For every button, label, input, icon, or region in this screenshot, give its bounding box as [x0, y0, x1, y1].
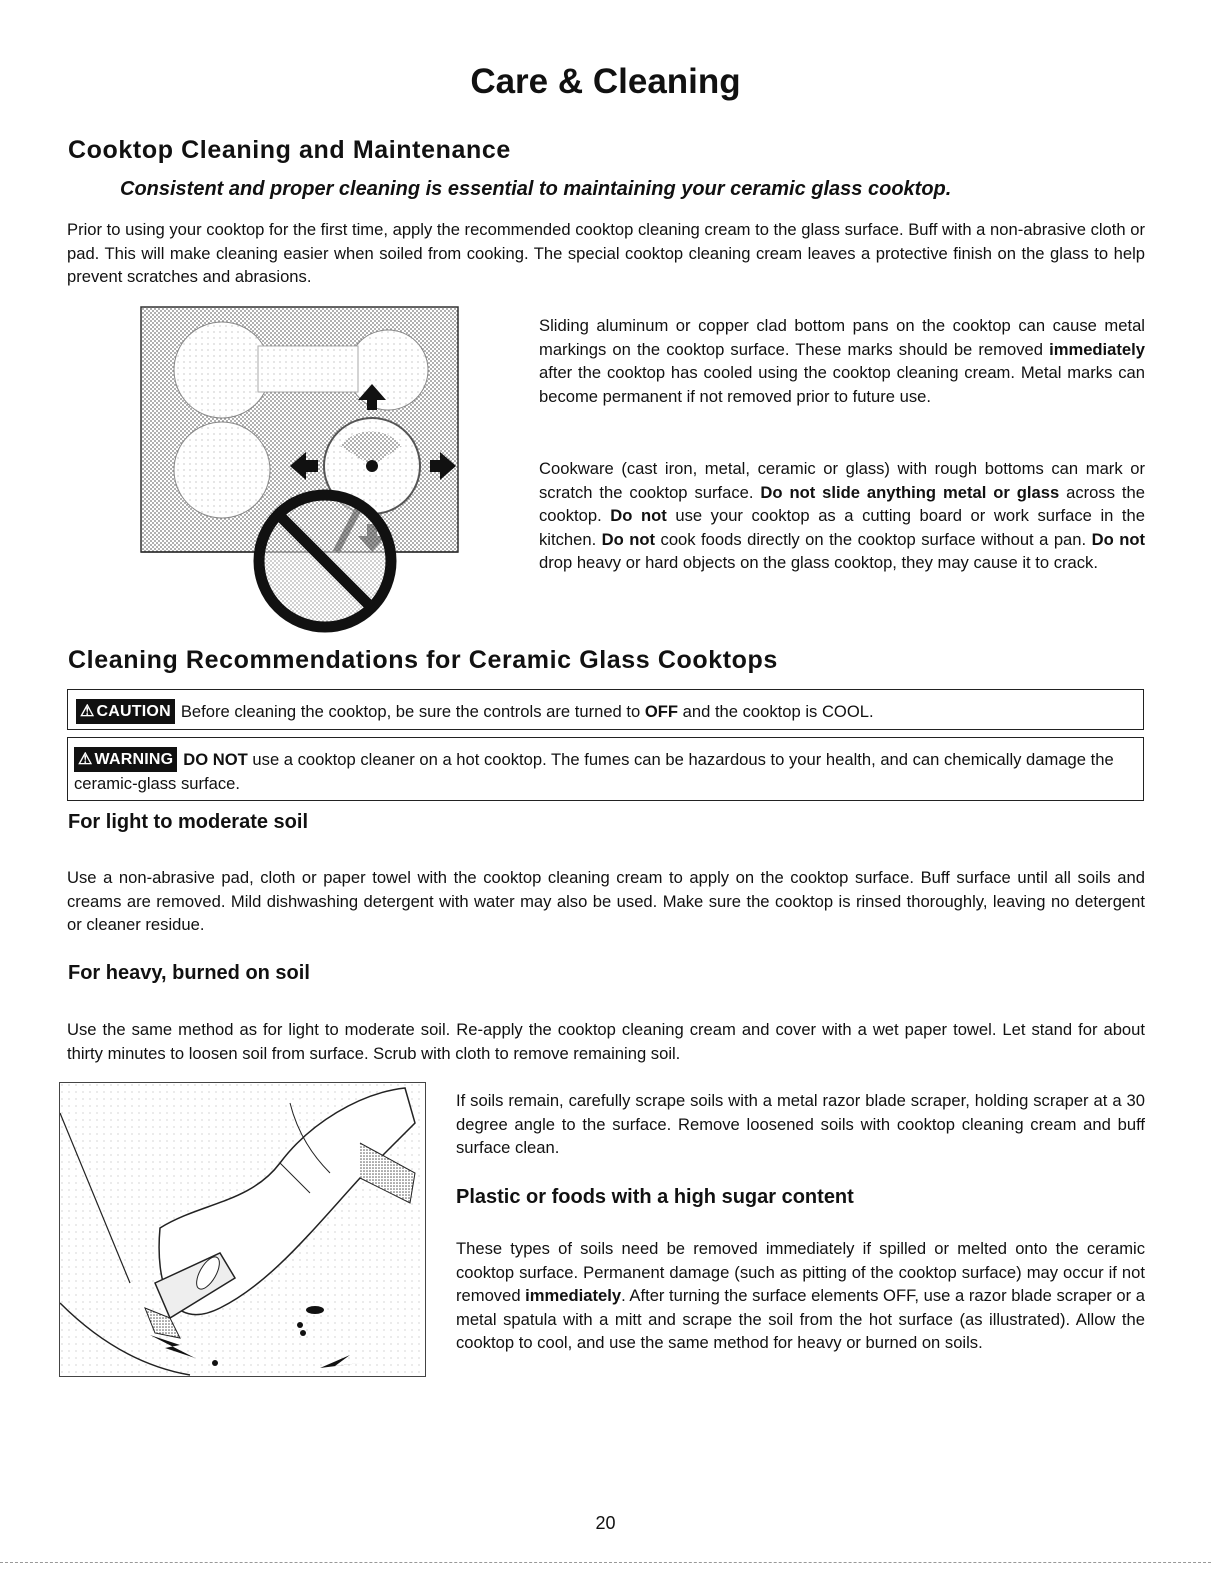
high-sugar-paragraph	[456, 1237, 1145, 1355]
page-title: Care & Cleaning	[470, 62, 741, 101]
heading-light-soil: For light to moderate soil	[68, 811, 309, 833]
section-subtitle: Consistent and proper cleaning is essential to maintaining your ceramic glass cooktop.	[120, 178, 952, 200]
emphasis: Do not	[610, 506, 667, 525]
text: and the cooktop is COOL.	[678, 702, 874, 721]
text: use your cooktop as a cutting board or work surface in the kitchen.	[539, 506, 1145, 549]
text: . After turning the surface elements OFF, use a razor blade scraper or a metal spatula with a mitt and scrape the soil from the hot surface (as illustrated). Allow the cooktop to cool, and use the same method for heavy or burned on soils.	[456, 1286, 1145, 1352]
intro-paragraph: Prior to using your cooktop for the first time, apply the recommended cooktop cleaning cream to the glass surface. Buff with a non-abrasive cloth or pad. This will make cleaning easier when soiled from cooking. The special cooktop cleaning cream leaves a protective finish on the glass to help prevent scratches and abrasions.	[67, 220, 1145, 286]
emphasis: immediately	[1049, 339, 1145, 359]
razor-scraper-mitt-icon	[60, 1083, 425, 1376]
page-number: 20	[595, 1513, 616, 1533]
text: cook foods directly on the cooktop surface without a pan.	[655, 529, 1092, 549]
scraper-illustration	[59, 1082, 426, 1377]
cookware-paragraph	[539, 457, 1145, 575]
bottom-divider	[0, 1562, 1211, 1563]
text: use a cooktop cleaner on a hot cooktop. The fumes can be hazardous to your health, and can chemically damage the ceramic-glass surface.	[74, 750, 1114, 793]
warning-triangle-icon: ⚠	[80, 703, 95, 720]
heading-heavy-soil: For heavy, burned on soil	[68, 962, 310, 984]
text: These types of soils need be removed immediately if spilled or melted onto the ceramic cooktop surface. Permanent damage (such as pitting of the cooktop surface) may occur if not removed	[456, 1239, 1145, 1305]
heading-high-sugar: Plastic or foods with a high sugar content	[456, 1186, 854, 1208]
emphasis: immediately	[525, 1286, 622, 1305]
caution-label: CAUTION	[96, 703, 171, 720]
cooktop-illustration	[140, 306, 465, 636]
warning-label: WARNING	[94, 751, 174, 768]
scrape-paragraph: If soils remain, carefully scrape soils with a metal razor blade scraper, holding scraper at a 30 degree angle to the surface. Remove loosened soils with cooktop cleaning cream and buff surface clean.	[456, 1091, 1145, 1157]
warning-triangle-icon: ⚠	[78, 751, 93, 768]
emphasis: DO NOT	[183, 750, 248, 769]
text: Cookware (cast iron, metal, ceramic or glass) with rough bottoms can mark or scratch the cooktop surface.	[539, 459, 1145, 502]
text: drop heavy or hard objects on the glass cooktop, they may cause it to crack.	[539, 553, 1098, 572]
text: Sliding aluminum or copper clad bottom pans on the cooktop can cause metal markings on the cooktop surface. These marks should be removed	[539, 316, 1145, 359]
sliding-pans-paragraph	[539, 314, 1145, 408]
caution-badge	[76, 699, 175, 724]
section-heading-cooktop-cleaning: Cooktop Cleaning and Maintenance	[68, 136, 511, 164]
cooktop-no-slide-icon	[140, 306, 465, 636]
text: across the cooktop.	[539, 482, 1145, 525]
section-heading-cleaning-recommendations: Cleaning Recommendations for Ceramic Glass Cooktops	[68, 646, 778, 674]
emphasis: Do not	[1091, 529, 1145, 549]
text: after the cooktop has cooled using the cooktop cleaning cream. Metal marks can become permanent if not removed prior to future use.	[539, 363, 1145, 406]
caution-notice	[67, 689, 1144, 730]
text: Before cleaning the cooktop, be sure the controls are turned to	[180, 702, 645, 721]
heavy-soil-paragraph: Use the same method as for light to moderate soil. Re-apply the cooktop cleaning cream and cover with a wet paper towel. Let stand for about thirty minutes to loosen soil from surface. Scrub with cloth to remove remaining soil.	[67, 1020, 1145, 1063]
emphasis: Do not slide anything metal or glass	[760, 482, 1060, 502]
warning-notice	[67, 737, 1144, 801]
warning-badge	[74, 747, 177, 772]
emphasis: Do not	[601, 529, 656, 549]
emphasis: OFF	[644, 702, 679, 721]
light-soil-paragraph: Use a non-abrasive pad, cloth or paper towel with the cooktop cleaning cream to apply on the cooktop surface. Buff surface until all soils and creams are removed. Mild dishwashing detergent with water may also be used. Make sure the cooktop is rinsed thoroughly, leaving no detergent or cleaner residue.	[67, 868, 1145, 934]
